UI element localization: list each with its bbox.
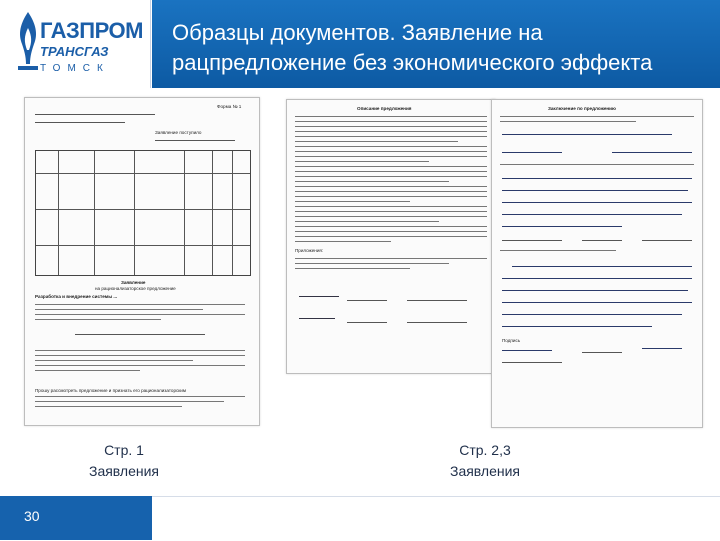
document-page-3 [491, 99, 703, 428]
doc3-sign-label: Подпись [502, 338, 521, 343]
caption-page-1-line-1: Стр. 1 [104, 442, 144, 458]
caption-pages-2-3-line-1: Стр. 2,3 [459, 442, 511, 458]
caption-pages-2-3-line-2: Заявления [449, 463, 521, 479]
slide-title-line-2: рацпредложение без экономического эффекта [172, 50, 653, 75]
doc1-authors-table [35, 150, 251, 276]
doc1-section-subtitle: на рационализаторское предложение [95, 286, 176, 291]
doc2-heading: Описание предложения [357, 106, 412, 111]
caption-pages-2-3 [425, 440, 545, 482]
caption-page-1 [64, 440, 184, 482]
logo-city-text: ТОМСК [40, 63, 110, 74]
slide-title [172, 18, 712, 78]
slide-title-bar [152, 0, 720, 88]
doc1-receipt-label: Заявление поступило [155, 130, 202, 135]
document-page-1 [24, 97, 260, 426]
doc1-section-title: Заявление [121, 280, 146, 285]
doc1-footer-note: Прошу рассмотреть предложение и признать его рационализаторским [35, 388, 187, 393]
doc3-heading: Заключение по предложению [548, 106, 616, 111]
footer-strip [152, 496, 720, 541]
document-page-2 [286, 99, 496, 374]
logo-sub-text: ТРАНСГАЗ [40, 44, 109, 59]
doc2-attachments-label: Приложения: [295, 248, 324, 253]
gazprom-flame-icon [14, 10, 42, 74]
slide-number-box [0, 496, 152, 540]
slide-title-line-1: Образцы документов. Заявление на [172, 20, 543, 45]
doc1-form-number: Форма № 1 [217, 104, 242, 109]
logo-main-text: ГАЗПРОМ [40, 18, 143, 43]
doc1-topic: Разработка и внедрение системы ... [35, 294, 118, 299]
caption-page-1-line-2: Заявления [88, 463, 160, 479]
company-logo [0, 0, 151, 88]
slide-number: 30 [24, 508, 40, 524]
